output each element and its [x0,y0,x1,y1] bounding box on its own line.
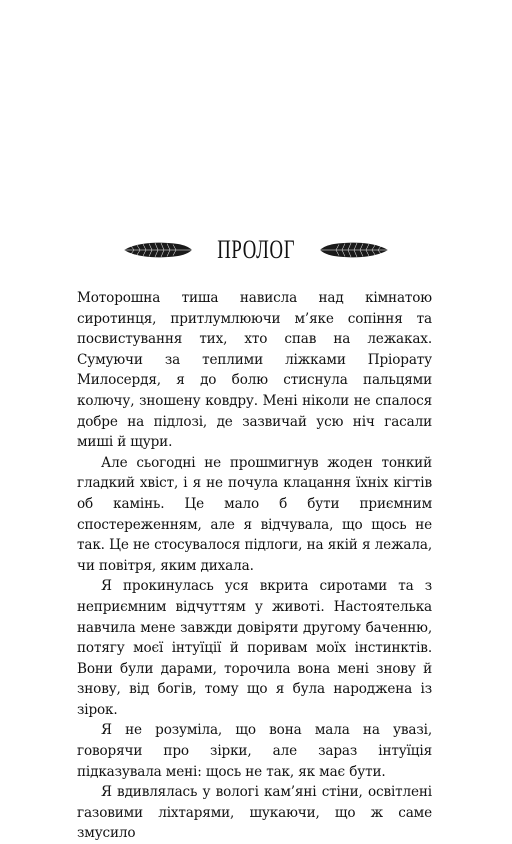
chapter-heading [0,232,512,268]
feather-ornament-icon [122,238,194,262]
chapter-title: ПРОЛОГ [216,235,296,264]
paragraph: Я прокинулась уся вкрита сиротами та з неприємним відчуттям у животі. Настоятелька навчила мене завжди довіряти другому баченню, потягу моєї інтуїції й поривам моїх інстинктів. Вони були дарами, торочила вона мені знову й знову, від богів, тому що я була народжена із зірок. [77,578,432,718]
paragraph: Я не розуміла, що вона мала на увазі, говорячи про зірки, але зараз інтуїція підказувала мені: щось не так, як має бути. [77,722,432,780]
paragraph: Я вдивлялась у вологі кам’яні стіни, освітлені газовими ліхтарями, шукаючи, що ж саме змусило [77,784,432,842]
feather-ornament-icon [318,238,390,262]
paragraph: Але сьогодні не прошмигнув жоден тонкий гладкий хвіст, і я не почула клацання їхніх кігтів об камінь. Це мало б бути приємним спостереженням, але я відчувала, що щось не так. Це не стосувалося підлоги, на якій я лежала, чи повітря, яким дихала. [77,454,432,574]
paragraph: Моторошна тиша нависла над кімнатою сиротинця, притлумлюючи м’яке сопіння та посвистування тих, хто спав на лежаках. Сумуючи за теплими ліжками Пріорату Милосердя, я до болю стиснула пальцями колючу, зношену ковдру. Мені ніколи не спалося добре на підлозі, де зазвичай усю ніч гасали миші й щури. [77,290,432,451]
chapter-body [77,288,432,844]
